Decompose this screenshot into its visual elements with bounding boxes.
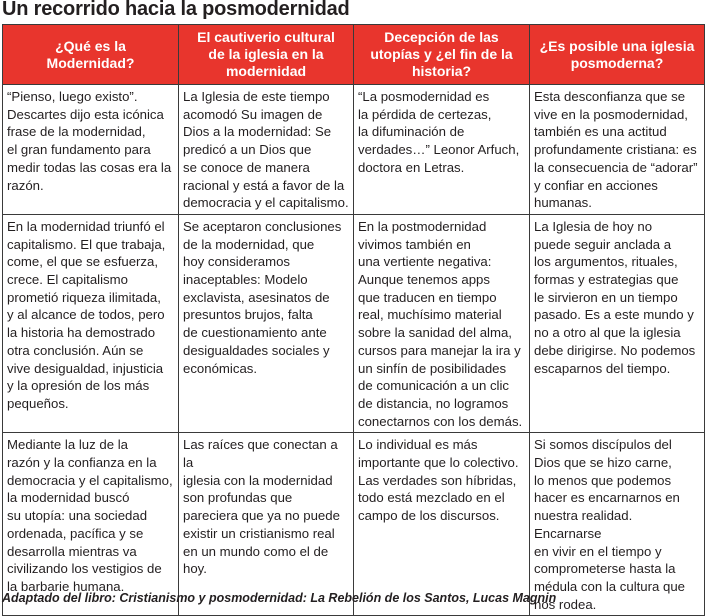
table-cell: Las raíces que conectan a la iglesia con la modernidad son profundas que pareciera que ya no puede existir un cristianismo real en un mundo como el de hoy. [179,433,354,616]
table-cell: “La posmodernidad es la pérdida de certezas, la difuminación de verdades…” Leonor Arfuch, doctora en Letras. [354,85,530,215]
table-cell: Se aceptaron conclusiones de la modernidad, que hoy consideramos inaceptables: Modelo exclavista, asesinatos de presuntos brujos, falta de cuestionamiento ante desigualdades sociales y económicas. [179,214,354,432]
table-cell: La Iglesia de este tiempo acomodó Su imagen de Dios a la modernidad: Se predicó a un Dios que se conoce de manera racional y está a favor de la democracia y el capitalismo. [179,85,354,215]
table-row [3,214,705,432]
page-title: Un recorrido hacia la posmodernidad [2,0,350,20]
table-cell: La Iglesia de hoy no puede seguir anclada a los argumentos, rituales, formas y estrategias que le sirvieron en un tiempo pasado. Es a este mundo y no a otro al que la iglesia debe dirigirse. No podemos escaparnos del tiempo. [530,214,705,432]
column-header-decepcion: Decepción de las utopías y ¿el fin de la historia? [354,25,530,85]
table-header-row [3,25,705,85]
table-cell: En la modernidad triunfó el capitalismo. El que trabaja, come, el que se esfuerza, crece. El capitalismo prometió riqueza ilimitada, y al alcance de todos, pero la historia ha demostrado otra conclusión. Aún se vive desigualdad, injusticia y la opresión de los más pequeños. [3,214,179,432]
table-row [3,433,705,616]
table-cell: Esta desconfianza que se vive en la posmodernidad, también es una actitud profundamente cristiana: es la consecuencia de “adorar” y confiar en acciones humanas. [530,85,705,215]
column-header-modernidad: ¿Qué es la Modernidad? [3,25,179,85]
comparison-table [2,24,705,616]
table-cell: “Pienso, luego existo”. Descartes dijo esta icónica frase de la modernidad, el gran fundamento para medir todas las cosas era la razón. [3,85,179,215]
table-cell: En la postmodernidad vivimos también en una vertiente negativa: Aunque tenemos apps que traducen en tiempo real, muchísimo material sobre la sanidad del alma, cursos para manejar la ira y un sinfín de posibilidades de comunicación a un clic de distancia, no logramos conectarnos con los demás. [354,214,530,432]
column-header-cautiverio: El cautiverio cultural de la iglesia en la modernidad [179,25,354,85]
table-cell: Lo individual es más importante que lo colectivo. Las verdades son híbridas, todo está mezclado en el campo de los discursos. [354,433,530,616]
table-cell: Si somos discípulos del Dios que se hizo carne, lo menos que podemos hacer es encarnarnos en nuestra realidad. Encarnarse en vivir en el tiempo y comprometerse hasta la médula con la cultura que nos rodea. [530,433,705,616]
table-cell: Mediante la luz de la razón y la confianza en la democracia y el capitalismo, la modernidad buscó su utopía: una sociedad ordenada, pacífica y se desarrolla mientras va civilizando los vestigios de la barbarie humana. [3,433,179,616]
table-row [3,85,705,215]
column-header-iglesia-posmoderna: ¿Es posible una iglesia posmoderna? [530,25,705,85]
source-caption: Adaptado del libro: Cristianismo y posmodernidad: La Rebelión de los Santos, Lucas Magnin [2,591,557,605]
